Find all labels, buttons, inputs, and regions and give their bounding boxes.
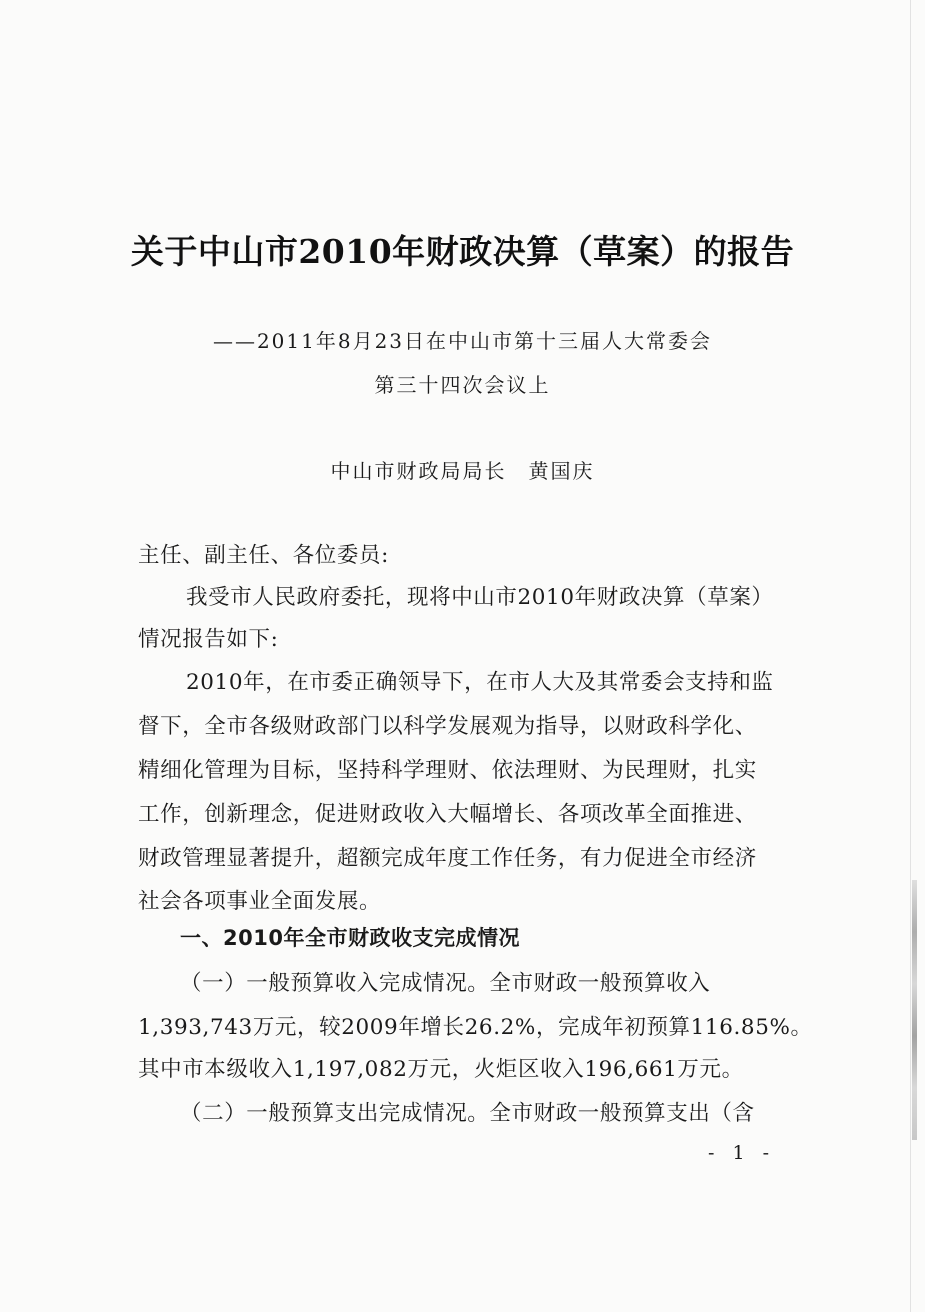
paragraph-3-line-2: 1,393,743万元，较2009年增长26.2%，完成年初预算116.85%。 [138,1015,813,1040]
paragraph-2-line-5: 财政管理显著提升，超额完成年度工作任务，有力促进全市经济 [138,846,757,871]
report-title: 关于中山市2010年财政决算（草案）的报告 [130,232,795,271]
paragraph-3-line-1: （一）一般预算收入完成情况。全市财政一般预算收入 [180,971,711,996]
subtitle-line-1: ——2011年8月23日在中山市第十三届人大常委会 [212,329,713,353]
paragraph-2-line-2: 督下，全市各级财政部门以科学发展观为指导，以财政科学化、 [138,714,757,739]
paragraph-2-line-6: 社会各项事业全面发展。 [138,889,382,914]
scan-edge-line [910,0,911,1312]
subtitle-line-2: 第三十四次会议上 [374,373,551,397]
paragraph-1-line-1: 我受市人民政府委托，现将中山市2010年财政决算（草案） [186,585,774,610]
scan-edge-artifact [912,880,917,1140]
paragraph-2-line-3: 精细化管理为目标，坚持科学理财、依法理财、为民理财，扎实 [138,758,757,783]
page-number: - 1 - [707,1142,775,1164]
paragraph-3-line-3: 其中市本级收入1,197,082万元，火炬区收入196,661万元。 [138,1057,744,1082]
paragraph-2-line-1: 2010年，在市委正确领导下，在市人大及其常委会支持和监 [186,670,774,695]
author-line: 中山市财政局局长 黄国庆 [330,459,595,483]
salutation: 主任、副主任、各位委员: [138,543,389,568]
paragraph-1-line-2: 情况报告如下: [138,627,279,652]
paragraph-2-line-4: 工作，创新理念，促进财政收入大幅增长、各项改革全面推进、 [138,802,757,827]
paragraph-4-line-1: （二）一般预算支出完成情况。全市财政一般预算支出（含 [180,1101,755,1126]
section-1-heading: 一、2010年全市财政收支完成情况 [180,926,520,950]
